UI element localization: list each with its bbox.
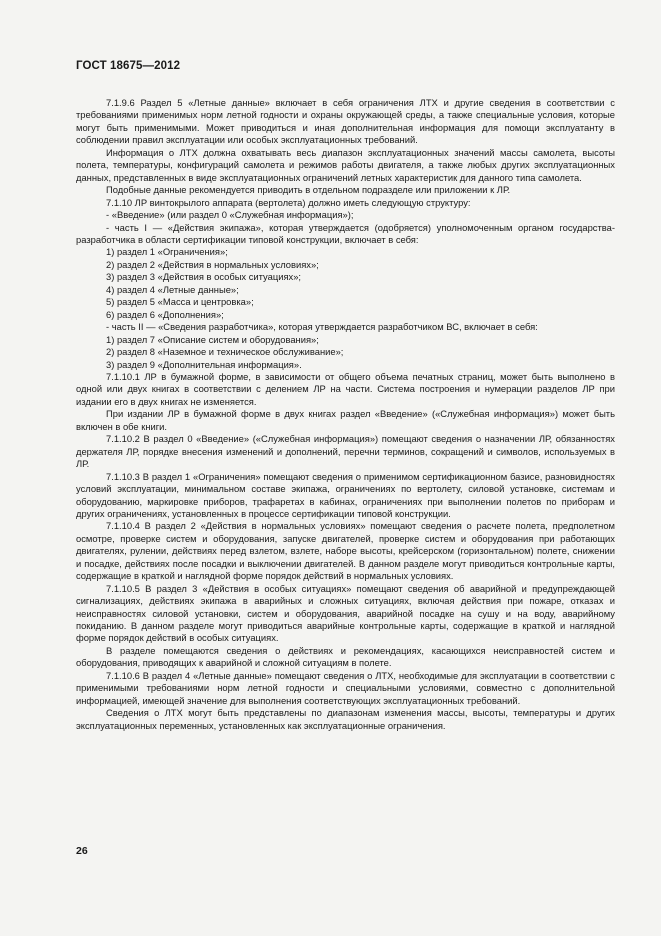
paragraph: 7.1.10.1 ЛР в бумажной форме, в зависимости от общего объема печатных страниц, может быть выполнено в одной или двух книгах в соответствии с делением ЛР на части. Система построения и нумерации разделов ЛР при издании его в двух книгах не изменяется. bbox=[76, 370, 615, 407]
paragraph: В разделе помещаются сведения о действиях и рекомендациях, касающихся неисправностей систем и оборудования, приводящих к аварийной и сложной ситуациям в полете. bbox=[76, 644, 615, 669]
paragraph: 7.1.9.6 Раздел 5 «Летные данные» включает в себя ограничения ЛТХ и другие сведения в соответствии с требованиями применимых норм летной годности и охраны окружающей среды, а также специальные условия, которые могут быть применимыми. Может приводиться и иная дополнительная информация для помощи эксплуатанту в соблюдении правил эксплуатации или особых эксплуатационных требований. bbox=[76, 97, 615, 146]
list-item: - «Введение» (или раздел 0 «Служебная информация»); bbox=[106, 209, 354, 221]
list-item: 5) раздел 5 «Масса и центровка»; bbox=[106, 296, 254, 308]
paragraph: Подобные данные рекомендуется приводить в отдельном подразделе или приложении к ЛР. bbox=[106, 184, 511, 196]
list-item: 3) раздел 9 «Дополнительная информация». bbox=[106, 358, 302, 370]
list-item: - часть II — «Сведения разработчика», которая утверждается разработчиком ВС, включает в себя: bbox=[106, 321, 538, 333]
list-item: 6) раздел 6 «Дополнения»; bbox=[106, 308, 224, 320]
paragraph: 7.1.10 ЛР винтокрылого аппарата (вертолета) должно иметь следующую структуру: bbox=[106, 196, 471, 208]
document-body bbox=[76, 97, 615, 732]
page-number: 26 bbox=[76, 845, 88, 857]
paragraph: 7.1.10.3 В раздел 1 «Ограничения» помещают сведения о применимом сертификационном базисе, разновидностях условий эксплуатации, минимальном составе экипажа, ограничениях по вертолету, силовой установке, системам и оборудованию, маркировке приборов, трафаретах в кабинах, ограничениях при выполнении полетов по приборам и других ограничениях, установленных в процессе сертификации типовой конструкции. bbox=[76, 470, 615, 519]
list-item: 3) раздел 3 «Действия в особых ситуациях»; bbox=[106, 271, 302, 283]
list-item: 1) раздел 7 «Описание систем и оборудования»; bbox=[106, 333, 319, 345]
paragraph: Сведения о ЛТХ могут быть представлены по диапазонам изменения массы, высоты, температуры и других эксплуатационных переменных, установленных как эксплуатационные ограничения. bbox=[76, 707, 615, 731]
paragraph: Информация о ЛТХ должна охватывать весь диапазон эксплуатационных значений массы самолета, высоты полета, температуры, конфигураций самолета и режимов работы двигателя, а также любых других эксплуатационных данных, представленных в виде эксплуатационных ограничений летных характеристик для данного типа самолета. bbox=[76, 146, 615, 183]
list-item: 2) раздел 8 «Наземное и техническое обслуживание»; bbox=[106, 346, 344, 358]
paragraph: 7.1.10.6 В раздел 4 «Летные данные» помещают сведения о ЛТХ, необходимые для эксплуатации в соответствии с применимыми требованиями норм летной годности и специальными условиями, совместно с дополнительной информацией, имеющей значение для выполнения соответствующих эксплуатационных требований. bbox=[76, 669, 615, 706]
list-item: 1) раздел 1 «Ограничения»; bbox=[106, 246, 228, 258]
list-item: 2) раздел 2 «Действия в нормальных условиях»; bbox=[106, 258, 319, 270]
standard-header: ГОСТ 18675—2012 bbox=[76, 60, 181, 72]
paragraph: 7.1.10.2 В раздел 0 «Введение» («Служебная информация») помещают сведения о назначении ЛР, обязанностях держателя ЛР, порядке внесения изменений и дополнений, перечни терминов, сокращений и символов, используемых в ЛР. bbox=[76, 433, 615, 470]
paragraph: 7.1.10.5 В раздел 3 «Действия в особых ситуациях» помещают сведения об аварийной и предупреждающей сигнализациях, действиях экипажа в аварийных и сложных ситуациях, включая действия при пожаре, отказах и неисправностях силовой установки, систем и оборудования, аварийной посадке на сушу и на воду, аварийному покиданию. В данном разделе могут приводиться аварийные контрольные карты, содержащие в краткой и наглядной форме порядок действий в особых ситуациях. bbox=[76, 582, 615, 644]
list-item: - часть I — «Действия экипажа», которая утверждается (одобряется) уполномоченным органом государства-разработчика в области сертификации типовой конструкции, включает в себя: bbox=[76, 221, 615, 245]
list-item: 4) раздел 4 «Летные данные»; bbox=[106, 283, 239, 295]
paragraph: 7.1.10.4 В раздел 2 «Действия в нормальных условиях» помещают сведения о расчете полета, предполетном осмотре, проверке систем и оборудования, запуске двигателей, проверке систем и оборудования при работающих двигателях, рулении, действиях перед взлетом, взлете, наборе высоты, крейсерском (горизонтальном) полете, снижении и посадке, действиях после посадки и выключении двигателей. В данном разделе могут приводиться контрольные карты, содержащие в краткой и наглядной форме порядок действий в нормальных условиях. bbox=[76, 520, 615, 582]
paragraph: При издании ЛР в бумажной форме в двух книгах раздел «Введение» («Служебная информация») может быть включен в обе книги. bbox=[76, 408, 615, 432]
